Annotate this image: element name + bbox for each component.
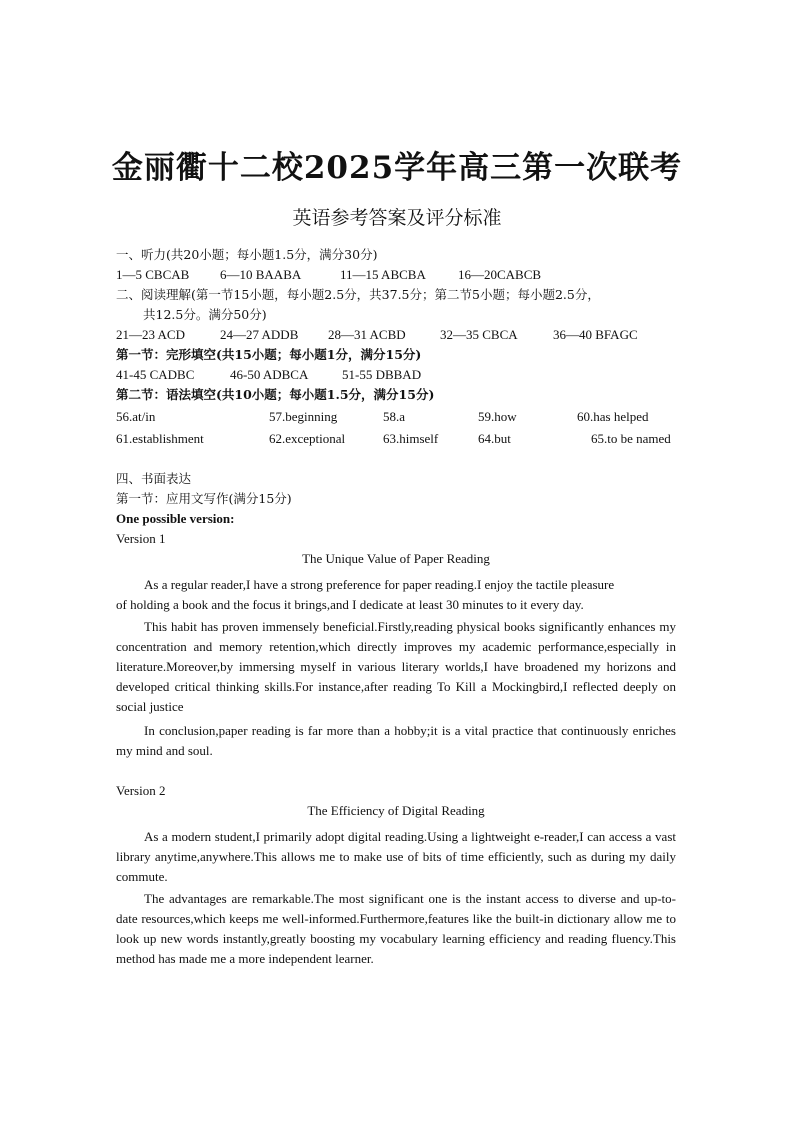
possible-version-label: One possible version: <box>116 511 235 526</box>
version-2-paragraph-1: As a modern student,I primarily adopt digital reading.Using a lightweight e-reader,I can access a vast library anytime,anywhere.This allows me to make use of bits of time efficiently, such as during my daily commute. <box>116 829 676 884</box>
grammar-heading: 第二节：语法填空(共10小题；每小题1.5分，满分15分) <box>116 387 435 402</box>
grammar-answer: 65.to be named <box>591 431 671 446</box>
answer-group: 51-55 DBBAD <box>342 367 422 382</box>
reading-answers <box>116 325 676 345</box>
answer-group: 6—10 BAABA <box>220 267 302 282</box>
grammar-answer: 63.himself <box>383 431 439 446</box>
cloze-heading: 第一节：完形填空(共15小题；每小题1分，满分15分) <box>116 347 422 362</box>
reading-heading-cont: 共12.5分。满分50分) <box>143 307 267 322</box>
version-1-paragraph-1-line-1: As a regular reader,I have a strong preference for paper reading.I enjoy the tactile pleasure <box>144 577 615 592</box>
answer-group: 46-50 ADBCA <box>230 367 309 382</box>
answer-group: 28—31 ACBD <box>328 327 406 342</box>
answer-group: 36—40 BFAGC <box>553 327 638 342</box>
reading-heading: 二、阅读理解(第一节15小题，每小题2.5分，共37.5分；第二节5小题；每小题2.5分， <box>116 287 600 302</box>
grammar-answer: 62.exceptional <box>269 431 346 446</box>
grammar-answer: 58.a <box>383 409 406 424</box>
writing-heading: 四、书面表达 <box>116 471 192 486</box>
answer-group: 1—5 CBCAB <box>116 267 190 282</box>
page-title: 金丽衢十二校2025学年高三第一次联考 <box>111 150 683 186</box>
answer-group: 11—15 ABCBA <box>340 267 426 282</box>
answer-group: 16—20CABCB <box>458 267 542 282</box>
grammar-answer: 61.establishment <box>116 431 204 446</box>
answer-group: 41-45 CADBC <box>116 367 195 382</box>
answer-content <box>116 245 676 969</box>
grammar-answer: 60.has helped <box>577 409 649 424</box>
version-1-paragraph-1-line-2: of holding a book and the focus it brings,and I dedicate at least 30 minutes to it every day. <box>116 597 584 612</box>
version-1-paragraph-3: In conclusion,paper reading is far more than a hobby;it is a vital practice that continuously enriches my mind and soul. <box>116 723 676 758</box>
writing-subheading: 第一节：应用文写作(满分15分) <box>116 491 292 506</box>
version-1-label: Version 1 <box>116 531 166 546</box>
answer-group: 32—35 CBCA <box>440 327 518 342</box>
grammar-answer: 64.but <box>478 431 511 446</box>
page-subtitle: 英语参考答案及评分标准 <box>292 207 502 229</box>
listening-answers <box>116 265 676 285</box>
answer-group: 21—23 ACD <box>116 327 185 342</box>
answer-group: 24—27 ADDB <box>220 327 299 342</box>
version-2-paragraph-2: The advantages are remarkable.The most significant one is the instant access to diverse and up-to-date resources,which keeps me well-informed.Furthermore,features like the built-in dictionary allow me to look up new words instantly,greatly boosting my vocabulary learning efficiency and reading fluency.This method has made me a more independent learner. <box>116 891 676 966</box>
cloze-answers <box>116 365 676 385</box>
grammar-answer: 57.beginning <box>269 409 338 424</box>
grammar-answers-row-1 <box>116 407 676 427</box>
version-1-paragraph-2: This habit has proven immensely beneficial.Firstly,reading physical books significantly enhances my concentration and memory retention,which directly improves my academic performance,especially in literature.Moreover,by immersing myself in various literary worlds,I have broadened my horizons and developed critical thinking skills.For instance,after reading To Kill a Mockingbird,I reflected deeply on social justice <box>116 619 676 714</box>
grammar-answer: 59.how <box>478 409 517 424</box>
version-1-title: The Unique Value of Paper Reading <box>302 551 490 566</box>
version-2-title: The Efficiency of Digital Reading <box>307 803 485 818</box>
grammar-answer: 56.at/in <box>116 409 156 424</box>
listening-heading: 一、听力(共20小题；每小题1.5分，满分30分) <box>116 247 378 262</box>
grammar-answers-row-2 <box>116 429 676 449</box>
version-2-label: Version 2 <box>116 783 166 798</box>
